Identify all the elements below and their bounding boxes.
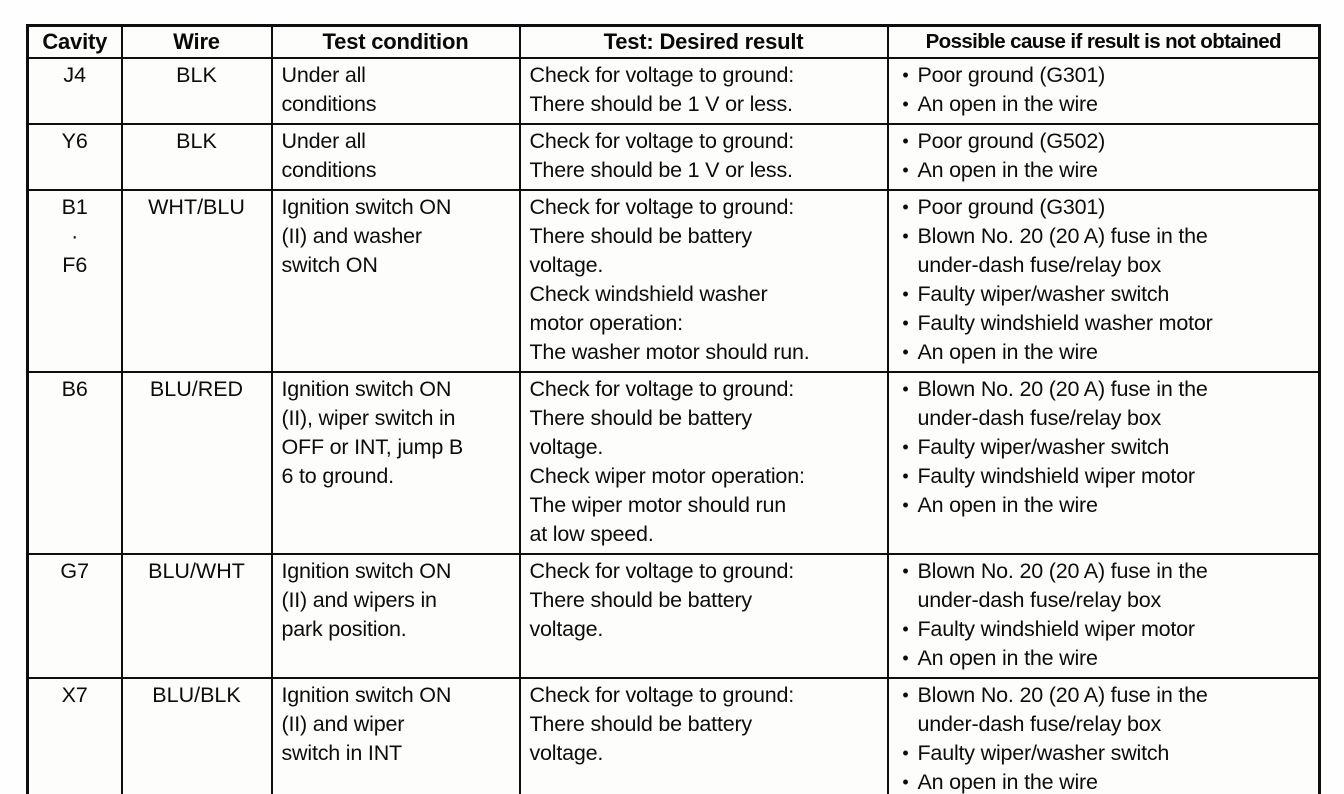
- table-row: [28, 190, 1320, 372]
- cause-item: • Faulty wiper/washer switch: [894, 280, 1317, 309]
- cavity-cell: X7: [28, 678, 122, 794]
- column-header-desired-result: Test: Desired result: [520, 26, 888, 59]
- condition-cell: Ignition switch ON (II), wiper switch in OFF or INT, jump B 6 to ground.: [272, 372, 520, 554]
- table-row: [28, 124, 1320, 190]
- cause-item: • Faulty windshield washer motor: [894, 309, 1317, 338]
- cause-item: • Poor ground (G301): [894, 193, 1317, 222]
- table-row: [28, 678, 1320, 794]
- cause-item: • Blown No. 20 (20 A) fuse in the under-dash fuse/relay box: [894, 375, 1317, 433]
- bullet-icon: [894, 462, 918, 491]
- cause-item: • An open in the wire: [894, 644, 1317, 673]
- cavity-cell: B1 · F6: [28, 190, 122, 372]
- table-row: [28, 554, 1320, 678]
- cause-item: • Blown No. 20 (20 A) fuse in the under-dash fuse/relay box: [894, 557, 1317, 615]
- cause-item: • An open in the wire: [894, 768, 1317, 794]
- header-row: [28, 26, 1320, 59]
- bullet-icon: [894, 61, 918, 90]
- cause-item: • Faulty windshield wiper motor: [894, 615, 1317, 644]
- bullet-icon: [894, 156, 918, 185]
- causes-cell: [888, 124, 1320, 190]
- cause-item: • Blown No. 20 (20 A) fuse in the under-dash fuse/relay box: [894, 222, 1317, 280]
- cavity-cell: Y6: [28, 124, 122, 190]
- result-cell: Check for voltage to ground: There should be 1 V or less.: [520, 58, 888, 124]
- bullet-icon: [894, 681, 918, 710]
- cause-item: • Faulty wiper/washer switch: [894, 433, 1317, 462]
- bullet-icon: [894, 280, 918, 309]
- result-cell: Check for voltage to ground: There should be battery voltage. Check wiper motor operation: The wiper motor should run at low speed.: [520, 372, 888, 554]
- cause-item: • Faulty wiper/washer switch: [894, 739, 1317, 768]
- result-cell: Check for voltage to ground: There should be battery voltage. Check windshield washer motor operation: The washer motor should run.: [520, 190, 888, 372]
- cause-item: • Faulty windshield wiper motor: [894, 462, 1317, 491]
- cause-list: [894, 61, 1317, 119]
- cause-item: • Poor ground (G502): [894, 127, 1317, 156]
- cause-list: [894, 557, 1317, 673]
- cause-item: • An open in the wire: [894, 491, 1317, 520]
- column-header-cavity: Cavity: [28, 26, 122, 59]
- result-cell: Check for voltage to ground: There should be battery voltage.: [520, 554, 888, 678]
- cause-item: • An open in the wire: [894, 156, 1317, 185]
- bullet-icon: [894, 557, 918, 586]
- table-row: [28, 58, 1320, 124]
- condition-cell: Ignition switch ON (II) and wipers in park position.: [272, 554, 520, 678]
- column-header-wire: Wire: [122, 26, 272, 59]
- troubleshooting-table: [26, 24, 1321, 794]
- bullet-icon: [894, 644, 918, 673]
- wire-cell: BLK: [122, 124, 272, 190]
- bullet-icon: [894, 90, 918, 119]
- column-header-test-condition: Test condition: [272, 26, 520, 59]
- condition-cell: Ignition switch ON (II) and washer switch ON: [272, 190, 520, 372]
- cause-list: [894, 681, 1317, 794]
- cause-list: [894, 375, 1317, 520]
- bullet-icon: [894, 491, 918, 520]
- wire-cell: BLU/BLK: [122, 678, 272, 794]
- wire-cell: BLU/WHT: [122, 554, 272, 678]
- cause-list: [894, 127, 1317, 185]
- cause-item: • An open in the wire: [894, 338, 1317, 367]
- bullet-icon: [894, 222, 918, 251]
- bullet-icon: [894, 433, 918, 462]
- cavity-cell: G7: [28, 554, 122, 678]
- bullet-icon: [894, 309, 918, 338]
- cause-item: • Blown No. 20 (20 A) fuse in the under-dash fuse/relay box: [894, 681, 1317, 739]
- bullet-icon: [894, 193, 918, 222]
- result-cell: Check for voltage to ground: There should be battery voltage.: [520, 678, 888, 794]
- causes-cell: [888, 372, 1320, 554]
- causes-cell: [888, 58, 1320, 124]
- cavity-cell: J4: [28, 58, 122, 124]
- bullet-icon: [894, 615, 918, 644]
- cause-item: • Poor ground (G301): [894, 61, 1317, 90]
- causes-cell: [888, 678, 1320, 794]
- bullet-icon: [894, 127, 918, 156]
- causes-cell: [888, 190, 1320, 372]
- wire-cell: WHT/BLU: [122, 190, 272, 372]
- bullet-icon: [894, 338, 918, 367]
- bullet-icon: [894, 739, 918, 768]
- bullet-icon: [894, 768, 918, 794]
- cavity-cell: B6: [28, 372, 122, 554]
- column-header-possible-cause: Possible cause if result is not obtained: [888, 26, 1320, 59]
- wire-cell: BLU/RED: [122, 372, 272, 554]
- condition-cell: Ignition switch ON (II) and wiper switch in INT: [272, 678, 520, 794]
- cause-list: [894, 193, 1317, 367]
- cause-item: • An open in the wire: [894, 90, 1317, 119]
- causes-cell: [888, 554, 1320, 678]
- condition-cell: Under all conditions: [272, 124, 520, 190]
- result-cell: Check for voltage to ground: There should be 1 V or less.: [520, 124, 888, 190]
- bullet-icon: [894, 375, 918, 404]
- condition-cell: Under all conditions: [272, 58, 520, 124]
- wire-cell: BLK: [122, 58, 272, 124]
- table-row: [28, 372, 1320, 554]
